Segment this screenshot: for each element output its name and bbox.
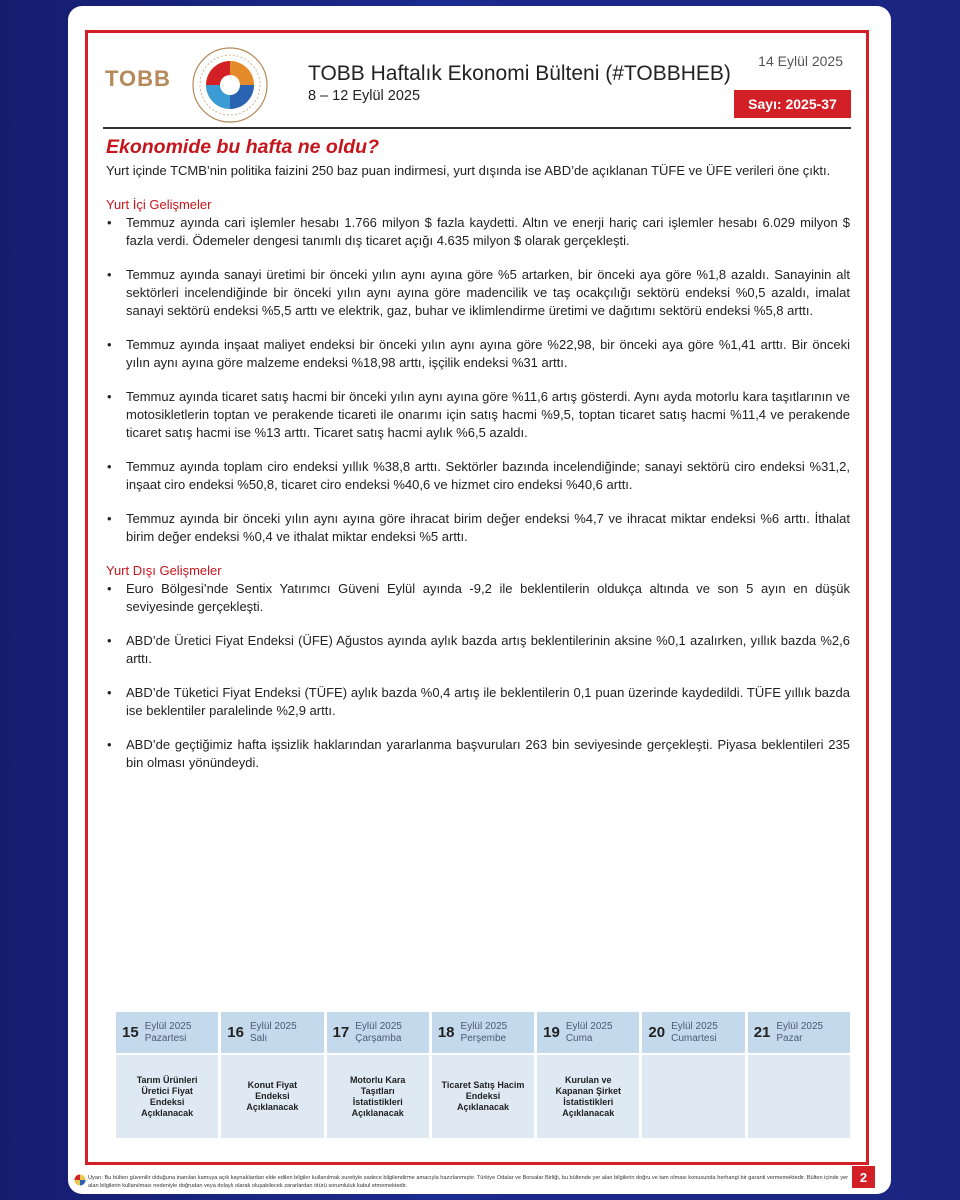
day-number: 17: [332, 1024, 350, 1041]
domestic-list: [106, 214, 850, 546]
calendar-day: [642, 1012, 744, 1138]
day-event: [642, 1055, 744, 1138]
day-weekday: Salı: [249, 1032, 268, 1044]
page-headline: Ekonomide bu hafta ne oldu?: [106, 136, 379, 158]
calendar-day: [748, 1012, 850, 1138]
day-weekday: Perşembe: [460, 1032, 507, 1044]
calendar-day: [221, 1012, 323, 1138]
header-divider: [103, 127, 851, 129]
calendar-day: [537, 1012, 639, 1138]
day-weekday: Çarşamba: [355, 1032, 402, 1044]
day-event: Motorlu Kara Taşıtları İstatistikleri Açıklanacak: [327, 1055, 429, 1138]
list-item: • ABD’de Üretici Fiyat Endeksi (ÜFE) Ağustos ayında aylık bazda artış beklentilerinin aksine %0,1 azalırken, yıllık bazda %2,6 arttı.: [106, 632, 850, 668]
day-month: Eylül 2025: [249, 1020, 297, 1032]
day-event: Tarım Ürünleri Üretici Fiyat Endeksi Açıklanacak: [116, 1055, 218, 1138]
issue-badge: Sayı: 2025-37: [734, 90, 851, 118]
day-weekday: Pazartesi: [144, 1032, 187, 1044]
bulletin-title: TOBB Haftalık Ekonomi Bülteni (#TOBBHEB): [308, 62, 731, 85]
day-month: Eylül 2025: [355, 1020, 402, 1032]
footer-disclaimer: Uyarı: Bu bülten güvenilir olduğuna inanılan kamuya açık kaynaklardan elde edilen bilgiler kullanılmak suretiyle sadece bilgilendirme amacıyla hazırlanmıştır. Türkiye Odalar ve Borsalar Birliği, bu bültende yer alan bilgilerin doğru ve tam olması konusunda herhangi bir garanti vermemektedir. Bülten içinde yer alan bilgilerin kullanılması nedeniyle doğrudan veya dolaylı olarak oluşabilecek zararlardan ötürü sorumluluk kabul etmemektedir.: [88, 1175, 849, 1189]
day-number: 18: [437, 1024, 455, 1041]
day-month: Eylül 2025: [776, 1020, 824, 1032]
day-event: [748, 1055, 850, 1138]
day-weekday: Cuma: [565, 1032, 593, 1044]
day-weekday: Cumartesi: [671, 1032, 717, 1044]
tobb-seal-icon: [191, 46, 269, 124]
domestic-section-title: Yurt İçi Gelişmeler: [106, 197, 212, 212]
list-item: • Temmuz ayında cari işlemler hesabı 1.766 milyon $ fazla kaydetti. Altın ve enerji hariç cari işlemler hesabı 6.029 milyon $ fazla verdi. Ödemeler dengesi tanımlı dış ticaret açığı 4.635 milyon $ olarak gerçekleşti.: [106, 214, 850, 250]
calendar-day: [116, 1012, 218, 1138]
day-event: Kurulan ve Kapanan Şirket İstatistikleri Açıklanacak: [537, 1055, 639, 1138]
date-range: 8 – 12 Eylül 2025: [308, 88, 421, 104]
intro-paragraph: Yurt içinde TCMB’nin politika faizini 250 baz puan indirmesi, yurt dışında ise ABD’de açıklanan TÜFE ve ÜFE verileri öne çıktı.: [106, 163, 831, 178]
day-event: Ticaret Satış Hacim Endeksi Açıklanacak: [432, 1055, 534, 1138]
list-item: • ABD’de geçtiğimiz hafta işsizlik haklarından yararlanma başvuruları 263 bin seviyesinde gerçekleşti. Piyasa beklentileri 235 bin olması yönündeydi.: [106, 736, 850, 772]
day-month: Eylül 2025: [144, 1020, 192, 1032]
foreign-section-title: Yurt Dışı Gelişmeler: [106, 563, 222, 578]
calendar-day: [327, 1012, 429, 1138]
weekly-calendar: [116, 1012, 850, 1138]
page-number: 2: [852, 1166, 875, 1188]
day-number: 15: [122, 1024, 139, 1041]
day-month: Eylül 2025: [565, 1020, 613, 1032]
list-item: • Temmuz ayında bir önceki yılın aynı ayına göre ihracat birim değer endeksi %4,7 ve ihracat miktar endeksi %6 arttı. İthalat birim değer endeksi %0,4 ve ithalat miktar endeksi %5 arttı.: [106, 510, 850, 546]
calendar-day: [432, 1012, 534, 1138]
day-month: Eylül 2025: [460, 1020, 508, 1032]
day-number: 16: [227, 1024, 244, 1041]
day-number: 21: [753, 1024, 771, 1041]
list-item: • Temmuz ayında toplam ciro endeksi yıllık %38,8 arttı. Sektörler bazında incelendiğinde; sanayi sektörü ciro endeksi %31,2, inşaat ciro endeksi %50,8, ticaret ciro endeksi %40,6 ve hizmet ciro endeksi %40,6 arttı.: [106, 458, 850, 494]
list-item: • ABD’de Tüketici Fiyat Endeksi (TÜFE) aylık bazda %0,4 artış ile beklentilerin 0,1 puan üzerinde kaydedildi. TÜFE yıllık bazda ise beklentiler paralelinde %2,9 arttı.: [106, 684, 850, 720]
tobb-logo-text: TOBB: [105, 66, 171, 91]
tobb-mini-logo-icon: [74, 1174, 86, 1186]
day-month: Eylül 2025: [671, 1020, 718, 1032]
list-item: • Temmuz ayında sanayi üretimi bir önceki yılın aynı ayına göre %5 artarken, bir önceki aya göre %1,8 azaldı. Sanayinin alt sektörleri incelendiğinde bir önceki yılın aynı ayına göre madencilik ve taş ocakçılığı sektörü endeksi %0,5 azaldı, imalat sanayi sektörü endeksi %5,5 arttı ve elektrik, gaz, buhar ve iklimlendirme üretimi ve dağıtımı sektörü endeksi %5,8 arttı.: [106, 266, 850, 320]
day-weekday: Pazar: [776, 1032, 803, 1044]
day-number: 19: [543, 1024, 560, 1041]
list-item: • Temmuz ayında inşaat maliyet endeksi bir önceki yılın aynı ayına göre %22,98, bir önceki aya göre %1,41 arttı. Bir önceki yılın aynı ayına göre malzeme endeksi %18,98 arttı, işçilik endeksi %31 arttı.: [106, 336, 850, 372]
list-item: • Temmuz ayında ticaret satış hacmi bir önceki yılın aynı ayına göre %11,6 artış gösterdi. Aynı ayda motorlu kara taşıtlarının ve motosikletlerin toptan ve perakende ticareti ile onarımı için satış hacmi %9,5, toptan ticaret satış hacmi %11,4 ve perakende ticaret satış hacmi ise %13 arttı. Ticaret satış hacmi aylık %6,5 azaldı.: [106, 388, 850, 442]
day-event: Konut Fiyat Endeksi Açıklanacak: [221, 1055, 323, 1138]
day-number: 20: [648, 1024, 666, 1041]
main-content: [106, 134, 850, 788]
bulletin-page: [68, 6, 891, 1194]
foreign-list: [106, 580, 850, 772]
list-item: • Euro Bölgesi’nde Sentix Yatırımcı Güveni Eylül ayında -9,2 ile beklentilerin oldukça altında ve son 5 ayın en düşük seviyesinde gerçekleşti.: [106, 580, 850, 616]
publish-date: 14 Eylül 2025: [758, 53, 843, 69]
